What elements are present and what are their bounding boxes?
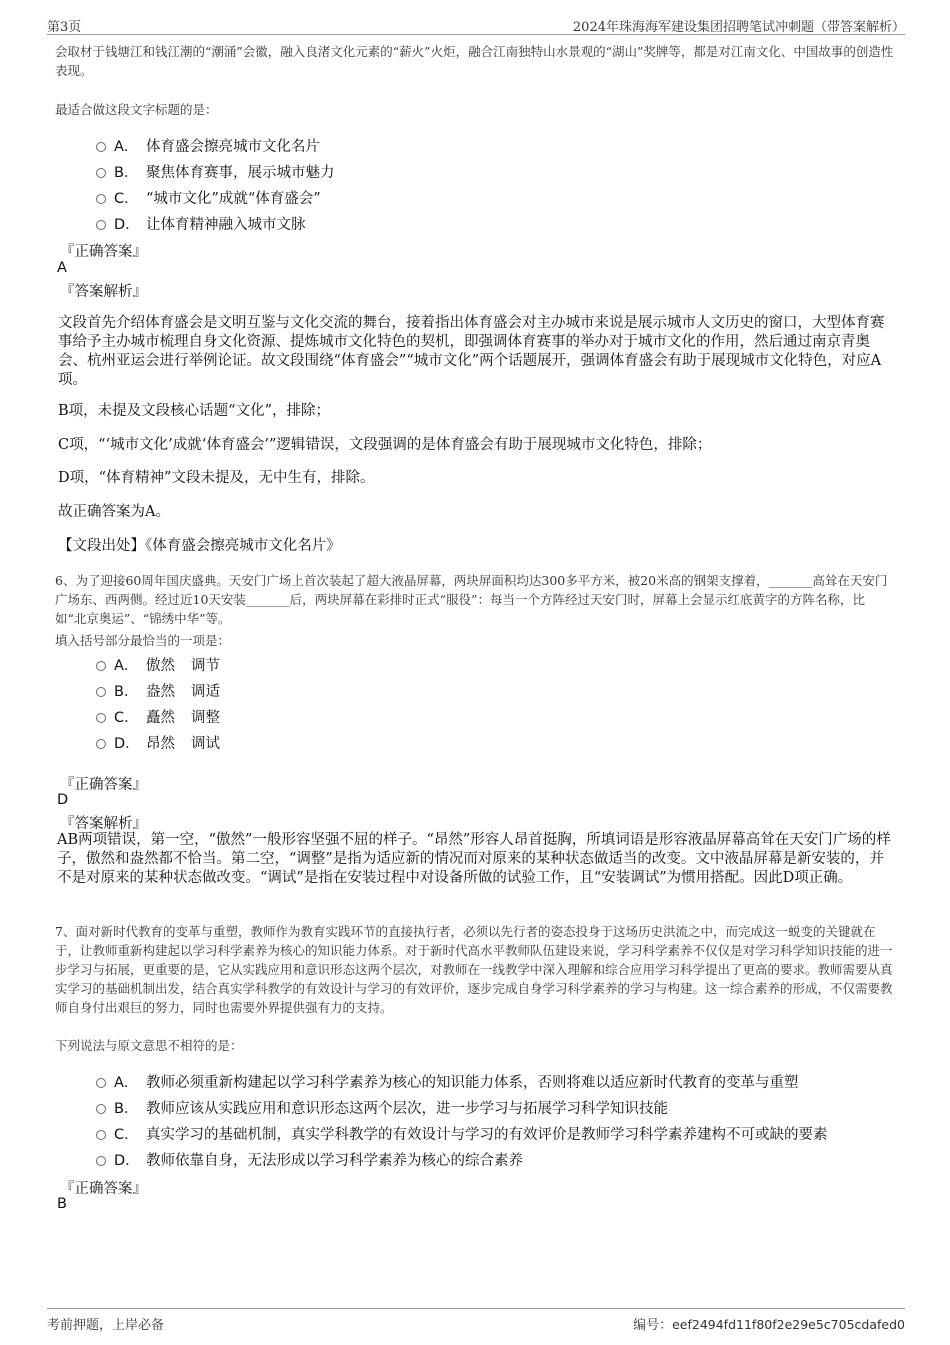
option-letter: B． xyxy=(114,165,139,181)
option-text: 体育盛会擦亮城市文化名片 xyxy=(146,139,320,155)
radio-icon[interactable] xyxy=(96,661,106,671)
option-letter: A． xyxy=(114,1075,139,1091)
radio-icon[interactable] xyxy=(96,1078,106,1088)
q6-answer: D xyxy=(57,792,69,808)
document-title: 2024年珠海海军建设集团招聘笔试冲刺题（带答案解析） xyxy=(572,20,905,35)
code-value: eef2494fd11f80f2e29e5c705cdafed0 xyxy=(672,1317,905,1332)
option-letter: D． xyxy=(114,1153,140,1169)
option-letter: D． xyxy=(114,217,140,233)
option-word-2: 调整 xyxy=(191,710,220,726)
q6-analysis: AB两项错误，第一空，“傲然”一般形容坚强不屈的样子。“昂然”形容人昂首挺胸，所填词语是形容液晶屏幕高耸在天安门广场的样子，傲然和盎然都不恰当。第二空，“调整”是指为适应新的情况而对原来的某种状态做适当的改变。文中液晶屏幕是新安装的，并不是对原来的某种状态做改变。“调试”是指在安装过程中对设备所做的试验工作，且“安装调试”为惯用搭配。因此D项正确。 xyxy=(57,832,891,886)
q6-option-b[interactable] xyxy=(96,680,220,700)
radio-icon[interactable] xyxy=(96,220,106,230)
option-text: 聚焦体育赛事，展示城市魅力 xyxy=(146,165,335,181)
option-word-2: 调适 xyxy=(191,684,220,700)
option-letter: A． xyxy=(114,139,139,155)
q5-option-a[interactable] xyxy=(96,135,320,155)
q6-option-d[interactable] xyxy=(96,732,220,752)
option-text: 教师必须重新构建起以学习科学素养为核心的知识能力体系，否则将难以适应新时代教育的变革与重塑 xyxy=(146,1075,799,1091)
q6-answer-label: 『正确答案』 xyxy=(60,777,147,793)
page-header xyxy=(47,14,905,35)
q7-option-c[interactable] xyxy=(96,1123,828,1143)
option-letter: C． xyxy=(114,191,139,207)
q5-conclusion: 故正确答案为A。 xyxy=(58,504,170,520)
option-word-2: 调节 xyxy=(191,658,220,674)
q7-answer-label: 『正确答案』 xyxy=(60,1181,147,1197)
option-word-2: 调试 xyxy=(191,736,220,752)
radio-icon[interactable] xyxy=(96,1156,106,1166)
radio-icon[interactable] xyxy=(96,1130,106,1140)
page-footer xyxy=(47,1308,905,1333)
q5-option-d[interactable] xyxy=(96,213,306,233)
option-word-1: 矗然 xyxy=(146,710,175,726)
option-word-1: 盎然 xyxy=(146,684,175,700)
q7-option-d[interactable] xyxy=(96,1149,523,1169)
q5-point-d: D项，“体育精神”文段未提及，无中生有，排除。 xyxy=(58,470,375,486)
option-letter: B． xyxy=(114,1101,139,1117)
option-text: 教师依靠自身，无法形成以学习科学素养为核心的综合素养 xyxy=(146,1153,523,1169)
q5-analysis-label: 『答案解析』 xyxy=(60,284,147,300)
q5-answer-label: 『正确答案』 xyxy=(60,244,147,260)
option-text: “城市文化”成就“体育盛会” xyxy=(146,191,321,207)
q6-prompt: 填入括号部分最恰当的一项是： xyxy=(55,633,231,648)
radio-icon[interactable] xyxy=(96,739,106,749)
q5-source: 【文段出处】《体育盛会擦亮城市文化名片》 xyxy=(58,538,341,554)
radio-icon[interactable] xyxy=(96,142,106,152)
q6-stem: 6、为了迎接60周年国庆盛典。天安门广场上首次装起了超大液晶屏幕，两块屏面积均达300多平方米，被20米高的钢架支撑着，_______高耸在天安门广场东、西两侧。经过近10天安装_______后，两块屏幕在彩排时正式“服役”：每当一个方阵经过天安门时，屏幕上会显示红底黄字的方阵名称，比如“北京奥运”、“锦绣中华”等。 xyxy=(55,573,888,626)
document-code xyxy=(633,1314,905,1333)
q5-option-c[interactable] xyxy=(96,187,321,207)
q5-option-b[interactable] xyxy=(96,161,335,181)
code-label: 编号： xyxy=(633,1318,673,1333)
option-word-1: 昂然 xyxy=(146,736,175,752)
radio-icon[interactable] xyxy=(96,194,106,204)
page-number: 第3页 xyxy=(47,20,82,35)
q7-prompt: 下列说法与原文意思不相符的是： xyxy=(55,1038,243,1053)
footer-slogan: 考前押题，上岸必备 xyxy=(47,1318,165,1333)
option-letter: C． xyxy=(114,710,139,726)
option-letter: C． xyxy=(114,1127,139,1143)
q5-analysis: 文段首先介绍体育盛会是文明互鉴与文化交流的舞台，接着指出体育盛会对主办城市来说是展示城市人文历史的窗口，大型体育赛事给予主办城市梳理自身文化资源、提炼城市文化特色的契机，即强调体育赛事的举办对于城市文化的作用，然后通过南京青奥会、杭州亚运会进行举例论证。故文段围绕“体育盛会”“城市文化”两个话题展开，强调体育盛会有助于展现城市文化特色，对应A项。 xyxy=(58,315,885,388)
option-letter: D． xyxy=(114,736,140,752)
q5-point-b: B项，未提及文段核心话题“文化”，排除； xyxy=(58,403,330,419)
q6-analysis-label: 『答案解析』 xyxy=(60,816,147,832)
q6-option-c[interactable] xyxy=(96,706,220,726)
q7-option-b[interactable] xyxy=(96,1097,668,1117)
radio-icon[interactable] xyxy=(96,687,106,697)
option-word-1: 傲然 xyxy=(146,658,175,674)
q7-option-a[interactable] xyxy=(96,1071,799,1091)
option-letter: B． xyxy=(114,684,139,700)
q5-point-c: C项，“‘城市文化’成就‘体育盛会’”逻辑错误，文段强调的是体育盛会有助于展现城市文化特色，排除； xyxy=(58,437,712,453)
option-letter: A． xyxy=(114,658,139,674)
q7-stem: 7、面对新时代教育的变革与重塑，教师作为教育实践环节的直接执行者，必须以先行者的姿态投身于这场历史洪流之中，而完成这一蜕变的关键就在于，让教师重新构建起以学习科学素养为核心的知识能力体系。对于新时代高水平教师队伍建设来说，学习科学素养不仅仅是对学习科学知识技能的进一步学习与拓展，更重要的是，它从实践应用和意识形态这两个层次，对教师在一线教学中深入理解和综合应用学习科学提出了更高的要求。教师需要从真实学习的基础机制出发，结合真实学科教学的有效设计与学习的有效评价，逐步完成自身学习科学素养的学习与构建。这一综合素养的形成，不仅需要教师自身付出艰巨的努力，同时也需要外界提供强有力的支持。 xyxy=(55,924,893,1015)
q5-prompt: 最适合做这段文字标题的是： xyxy=(55,102,218,117)
q5-passage-tail: 会取材于钱塘江和钱江潮的“潮涌”会徽，融入良渚文化元素的“薪火”火炬，融合江南独特山水景观的“湖山”奖牌等，都是对江南文化、中国故事的创造性表现。 xyxy=(55,44,894,78)
option-text: 教师应该从实践应用和意识形态这两个层次，进一步学习与拓展学习科学知识技能 xyxy=(146,1101,668,1117)
q5-answer: A xyxy=(57,260,67,276)
q7-answer: B xyxy=(57,1196,67,1212)
option-text: 真实学习的基础机制，真实学科教学的有效设计与学习的有效评价是教师学习科学素养建构不可或缺的要素 xyxy=(146,1127,828,1143)
radio-icon[interactable] xyxy=(96,713,106,723)
option-text: 让体育精神融入城市文脉 xyxy=(146,217,306,233)
radio-icon[interactable] xyxy=(96,1104,106,1114)
q6-option-a[interactable] xyxy=(96,654,220,674)
radio-icon[interactable] xyxy=(96,168,106,178)
